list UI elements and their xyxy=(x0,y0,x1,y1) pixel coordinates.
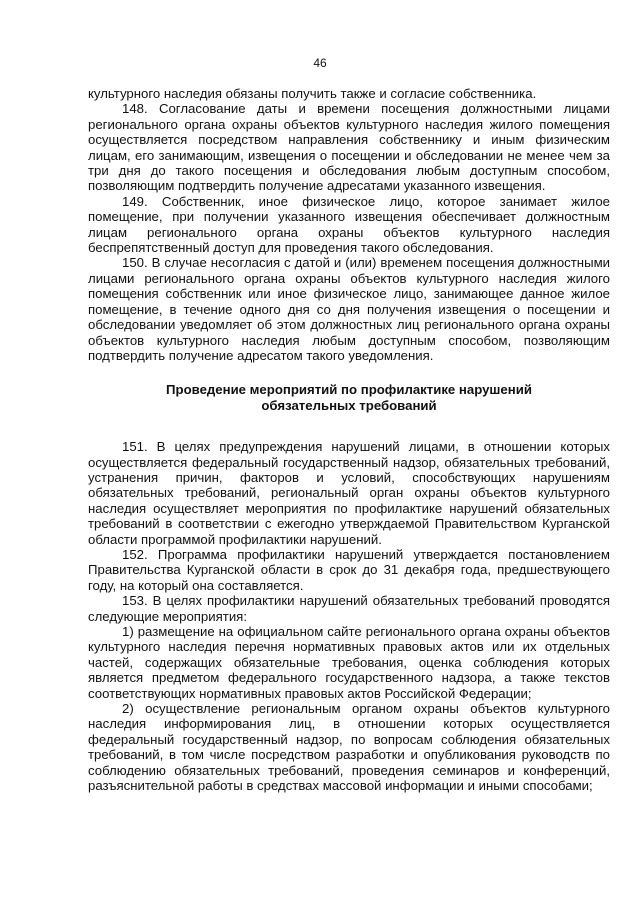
paragraph-153: 153. В целях профилактики нарушений обязательных требований проводятся следующие мероприятия: xyxy=(88,593,610,624)
page-number: 46 xyxy=(313,56,327,70)
paragraph-152: 152. Программа профилактики нарушений утверждается постановлением Правительства Курганской области в срок до 31 декабря года, предшествующего году, на который она составляется. xyxy=(88,546,610,593)
section-heading: Проведение мероприятий по профилактике нарушений обязательных требований xyxy=(166,382,532,413)
paragraph-149: 149. Собственник, иное физическое лицо, которое занимает жилое помещение, при получении указанного извещения обеспечивает должностным лицам регионального органа охраны объектов культурного наследия беспрепятственный доступ для проведения такого обследования. xyxy=(88,193,610,256)
paragraph-148: 148. Согласование даты и времени посещения должностными лицами регионального органа охраны объектов культурного наследия жилого помещения осуществляется посредством направления собственнику и иным физическим лицам, его занимающим, извещения о посещении и обследовании не менее чем за три дня до такого посещения и обследования любым доступным способом, позволяющим подтвердить получение адресатами указанного извещения. xyxy=(88,101,610,194)
list-item-1: 1) размещение на официальном сайте регионального органа охраны объектов культурного наследия перечня нормативных правовых актов или их отдельных частей, содержащих обязательные требования, оценка соблюдения которых является предметом федерального государственного надзора, а также текстов соответствующих нормативных правовых актов Российской Федерации; xyxy=(88,624,610,701)
list-item-2: 2) осуществление региональным органом охраны объектов культурного наследия информирования лиц, в отношении которых осуществляется федеральный государственный надзор, по вопросам соблюдения обязательных требований, в том числе посредством разработки и опубликования руководств по соблюдению обязательных требований, проведения семинаров и конференций, разъяснительной работы в средствах массовой информации и иными способами; xyxy=(88,701,610,794)
paragraph-151: 151. В целях предупреждения нарушений лицами, в отношении которых осуществляется федеральный государственный надзор, обязательных требований, устранения причин, факторов и условий, способствующих нарушениям обязательных требований, региональный орган охраны объектов культурного наследия осуществляет мероприятия по профилактике нарушений обязательных требований в соответствии с ежегодно утверждаемой Правительством Курганской области программой профилактики нарушений. xyxy=(88,439,610,547)
paragraph-continuation: культурного наследия обязаны получить также и согласие собственника. xyxy=(88,86,537,101)
paragraph-150: 150. В случае несогласия с датой и (или) временем посещения должностными лицами регионального органа охраны объектов культурного наследия жилого помещения собственник или иное физическое лицо, занимающее данное жилое помещение, в течение одного дня со дня получения извещения о посещении и обследовании уведомляет об этом должностных лиц регионального органа охраны объектов культурного наследия любым доступным способом, позволяющим подтвердить получение адресатом такого уведомления. xyxy=(88,255,610,363)
document-body xyxy=(88,86,610,793)
